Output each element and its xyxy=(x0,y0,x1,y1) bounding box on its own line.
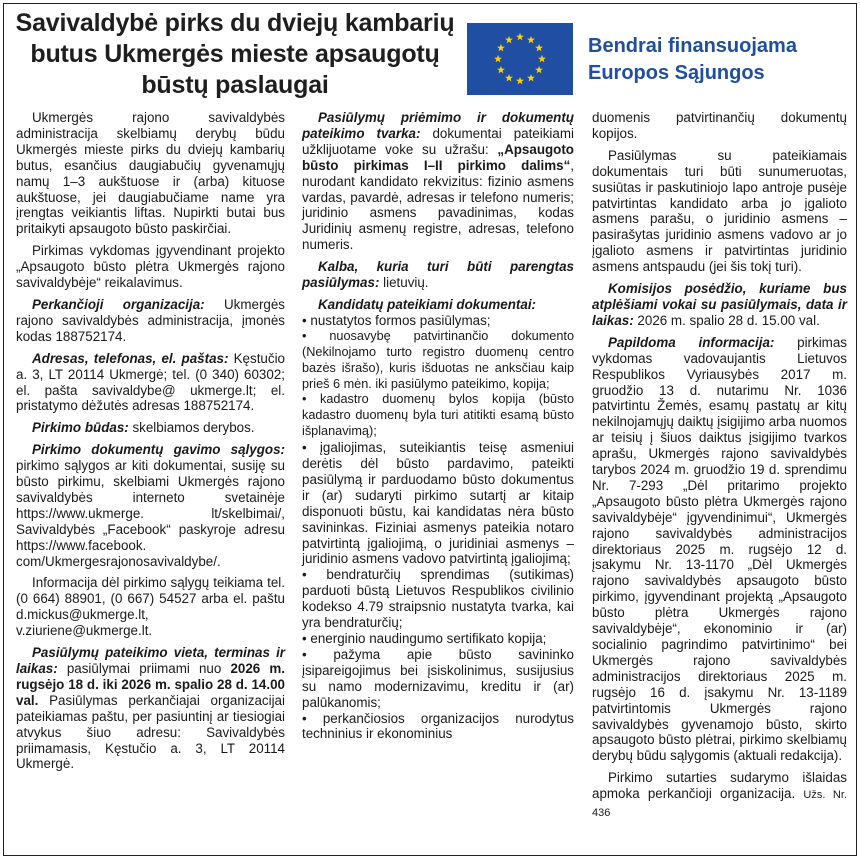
procurement-method: Pirkimo būdas: skelbiamos derybos. xyxy=(32,420,255,436)
list-item: • nustatytos formos pasiūlymas; xyxy=(302,312,491,328)
star-icon xyxy=(527,74,535,82)
list-item: • perkančiosios organizacijos nurodytus techninius ir ekonominius xyxy=(302,710,574,742)
info-contacts: Informacija dėl pirkimo sąlygų teikiama tel. (0 664) 88901, (0 667) 54527 arba el. paštu d.mickus@ukmerge.lt, v.ziuriene@ukmerge.lt. xyxy=(16,575,285,639)
required-documents-heading: Kandidatų pateikiami dokumentai: xyxy=(318,296,537,312)
page-title: Savivaldybė pirks du dviejų kambarių butus Ukmergės mieste apsaugotų būstų paslaugai xyxy=(15,9,455,99)
documents-conditions: Pirkimo dokumentų gavimo sąlygos: pirkimo sąlygos ar kiti dokumentai, susiję su būsto pirkimu, skelbiami Ukmergės rajono savivaldybės interneto svetainėje https://www.ukmerge. lt/skelbimai/, Savivaldybės „Facebook“ paskyroje adresu https://www.facebook. com/Ukmergesrajonosavivaldybe/. xyxy=(16,442,285,569)
column-1 xyxy=(16,110,285,778)
eu-stars xyxy=(467,23,573,95)
submission-procedure: Pasiūlymų priėmimo ir dokumentų pateikimo tvarka: dokumentai pateikiami užklijuotame voke su užrašu: „Apsaugoto būsto pirkimas I–II pirkimo dalims“, nurodant kandidato rekvizitus: fizinio asmens vardas, pavardė, adresas ir telefono numeris; juridinio asmens pavadinimas, kodas Juridinių asmenų registre, adresas, telefono numeris. xyxy=(302,110,574,253)
list-item: • pažyma apie būsto savininko įsipareigojimus bei įsiskolinimus, susijusius su namo modernizavimu, kreditu ir (ar) palūkanomis; xyxy=(302,646,574,710)
list-item: • bendraturčių sprendimas (sutikimas) parduoti būstą Lietuvos Respublikos civilinio kodekso 4.79 straipsnio nustatyta tvarka, kai yra bendraturčių; xyxy=(302,567,574,631)
star-icon xyxy=(516,33,524,41)
star-icon xyxy=(494,55,502,63)
star-icon xyxy=(497,44,505,52)
star-icon xyxy=(516,77,524,85)
list-item: • energinio naudingumo sertifikato kopija; xyxy=(302,631,547,646)
proposal-format: Pasiūlymas su pateikiamais dokumentais turi būti sunumeruotas, susiūtas ir paskutiniojo lapo antroje pusėje patvirtintas kandidato arba jo įgalioto asmens parašu, o juridinio asmens – pasirašytas juridinio asmens vadovo ar jo įgalioto asmens ir patvirtintas juridinio asmens antspaudu (jei šis tokį turi). xyxy=(592,147,847,275)
order-number: Užs. Nr. 436 xyxy=(592,789,847,820)
column-2 xyxy=(302,110,574,742)
commission-meeting: Komisijos posėdžio, kuriame bus atplėšiami vokai su pasiūlymais, data ir laikas: 2026 m. spalio 28 d. 15.00 val. xyxy=(592,281,847,328)
list-item: • įgaliojimas, suteikiantis teisę asmeniui derėtis dėl būsto pardavimo, pateikti pasiūlymą ir parduodamo būsto dokumentus ir (ar) sudaryti pirkimo sutartį ar kitaip disponuoti būstu, kai kandidatas nėra būsto savininkas. Fiziniai asmenys pateikia notaro patvirtintą įgaliojimą, o juridiniai asmenys – juridinio asmens vadovo patvirtintą įgaliojimą; xyxy=(302,440,574,567)
list-item: • nuosavybę patvirtinančio dokumento (Nekilnojamo turto registro duomenų centro bazės išrašo), kuris išduotas ne anksčiau kaip prieš 6 mėn. iki pasiūlymo pateikimo, kopija; xyxy=(302,328,574,391)
column-3 xyxy=(592,110,847,828)
contracting-org: Perkančioji organizacija: Ukmergės rajono savivaldybės administracija, įmonės kodas 188752174. xyxy=(16,296,285,344)
star-icon xyxy=(505,36,513,44)
submission-terms: Pasiūlymų pateikimo vieta, terminas ir laikas: pasiūlymai priimami nuo 2026 m. rugsėjo 18 d. iki 2026 m. spalio 28 d. 14.00 val. Pasiūlymas perkančiajai organizacijai pateikiamas paštu, per pasiuntinį ar tiesiogiai atvykus šiuo adresu: Savivaldybės priimamasis, Kęstučio a. 3, LT 20114 Ukmergė. xyxy=(16,645,285,772)
star-icon xyxy=(538,55,546,63)
intro-paragraph: Ukmergės rajono savivaldybės administracija skelbiamų derybų būdu Ukmergės mieste pirks du dviejų kambarių butus, esančius daugiabučių gyvenamųjų namų 1–3 aukštuose ir (arba) kituose aukštuose, jei daugiabučiame name yra įrengtas veikiantis liftas. Nupirkti butai bus pritaikyti apsaugoto būsto paskirčiai. xyxy=(16,110,285,237)
address-contacts: Adresas, telefonas, el. paštas: Kęstučio a. 3, LT 20114 Ukmergė; tel. (0 340) 60302; el. pašta savivaldybe@ ukmerge.lt; el. pristatymo dėžutės adresas 188752174. xyxy=(16,350,285,414)
star-icon xyxy=(535,44,543,52)
documents-continued: duomenis patvirtinančių dokumentų kopijos. xyxy=(592,110,847,141)
proposal-language: Kalba, kuria turi būti parengtas pasiūlymas: lietuvių. xyxy=(302,259,574,291)
star-icon xyxy=(535,66,543,74)
star-icon xyxy=(527,36,535,44)
additional-info: Papildoma informacija: pirkimas vykdomas vadovaujantis Lietuvos Respublikos Vyriausybės 2017 m. gruodžio 13 d. nutarimu Nr. 1036 patvirtintu Žemės, esamų pastatų ar kitų nekilnojamųjų daiktų įsigijimo arba nuomos ar teisių į šiuos daiktus įsigijimo tvarkos aprašu, Ukmergės rajono savivaldybės tarybos 2024 m. gruodžio 19 d. sprendimu Nr. 7-293 „Dėl pritarimo projekto „Apsaugoto būsto plėtra Ukmergės rajono savivaldybėje“ įgyvendinimui“, Ukmergės rajono savivaldybės administracijos direktoriaus 2025 m. rugsėjo 12 d. įsakymu Nr. 13-1170 „Dėl Ukmergės rajono savivaldybės apsaugoto būsto pirkimo, įgyvendinant projektą „Apsaugoto būsto plėtra Ukmergės rajono savivaldybėje“, ekonominio ir (ar) socialinio pagrindimo patvirtinimo“ bei Ukmergės rajono savivaldybės administracijos direktoriaus 2025 m. rugsėjo 16 d. įsakymu Nr. 13-1189 patvirtintomis Ukmergės rajono savivaldybės gyvenamojo būsto, skirto apsaugoto būsto plėtrai, pirkimo skelbiamų derybų būdu sąlygomis (aktuali redakcija). xyxy=(592,334,847,764)
star-icon xyxy=(505,74,513,82)
eu-funding-label: Bendrai finansuojama Europos Sąjungos xyxy=(588,35,797,84)
project-paragraph: Pirkimas vykdomas įgyvendinant projekto „Apsaugoto būsto plėtra Ukmergės rajono savivaldybėje“ reikalavimus. xyxy=(16,243,285,291)
list-item: • kadastro duomenų bylos kopija (būsto kadastro duomenų byla turi atitikti esamą būsto išplanavimą); xyxy=(302,392,574,439)
star-icon xyxy=(497,66,505,74)
eu-flag-icon xyxy=(467,23,573,95)
closing-paragraph: Pirkimo sutarties sudarymo išlaidas apmoka perkančioji organizacija. Užs. Nr. 436 xyxy=(592,770,847,820)
